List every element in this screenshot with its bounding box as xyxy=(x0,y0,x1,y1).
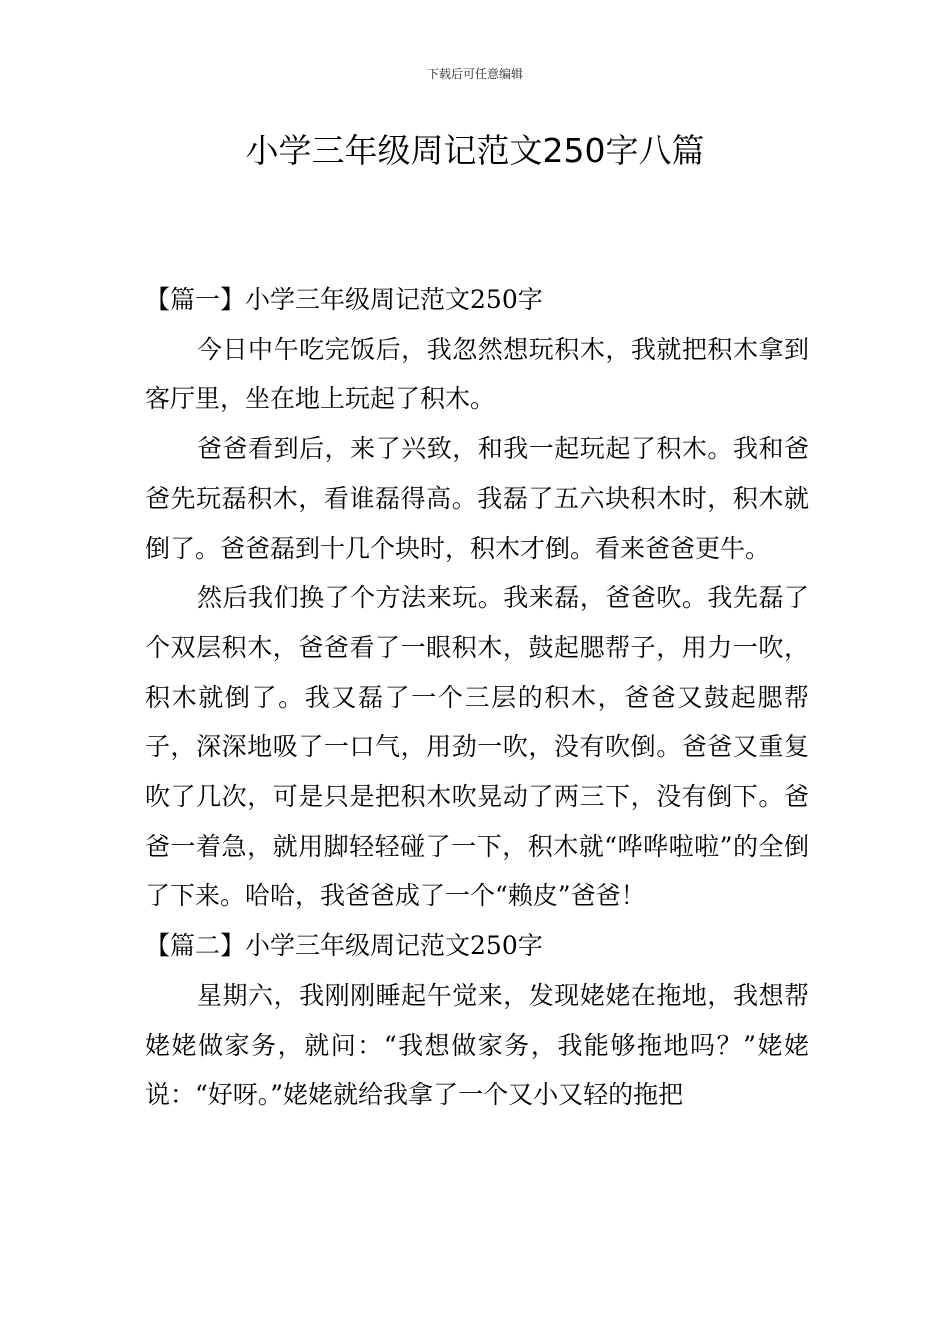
document-title: 小学三年级周记范文250字八篇 xyxy=(245,131,705,170)
section-heading-2: 【篇二】小学三年级周记范文250字 xyxy=(145,931,543,961)
paragraph: 爸爸看到后，来了兴致，和我一起玩起了积木。我和爸爸先玩磊积木，看谁磊得高。我磊了五六块积木时，积木就倒了。爸爸磊到十几个块时，积木才倒。看来爸爸更牛。 xyxy=(145,434,809,563)
paragraph: 星期六，我刚刚睡起午觉来，发现姥姥在拖地，我想帮姥姥做家务，就问：“我想做家务，我能够拖地吗？”姥姥说：“好呀。”姥姥就给我拿了一个又小又轻的拖把 xyxy=(145,980,809,1110)
section-heading-1: 【篇一】小学三年级周记范文250字 xyxy=(145,285,543,314)
header-note: 下载后可任意编辑 xyxy=(426,67,523,81)
document-body xyxy=(145,275,809,1120)
paragraph: 然后我们换了个方法来玩。我来磊，爸爸吹。我先磊了个双层积木，爸爸看了一眼积木，鼓起腮帮子，用力一吹，积木就倒了。我又磊了一个三层的积木，爸爸又鼓起腮帮子，深深地吸了一口气，用劲一吹，没有吹倒。爸爸又重复吹了几次，可是只是把积木吹晃动了两三下，没有倒下。爸爸一着急，就用脚轻轻碰了一下，积木就“哗哗啦啦”的全倒了下来。哈哈，我爸爸成了一个“赖皮”爸爸！ xyxy=(145,583,809,911)
paragraph: 今日中午吃完饭后，我忽然想玩积木，我就把积木拿到客厅里，坐在地上玩起了积木。 xyxy=(145,334,809,414)
